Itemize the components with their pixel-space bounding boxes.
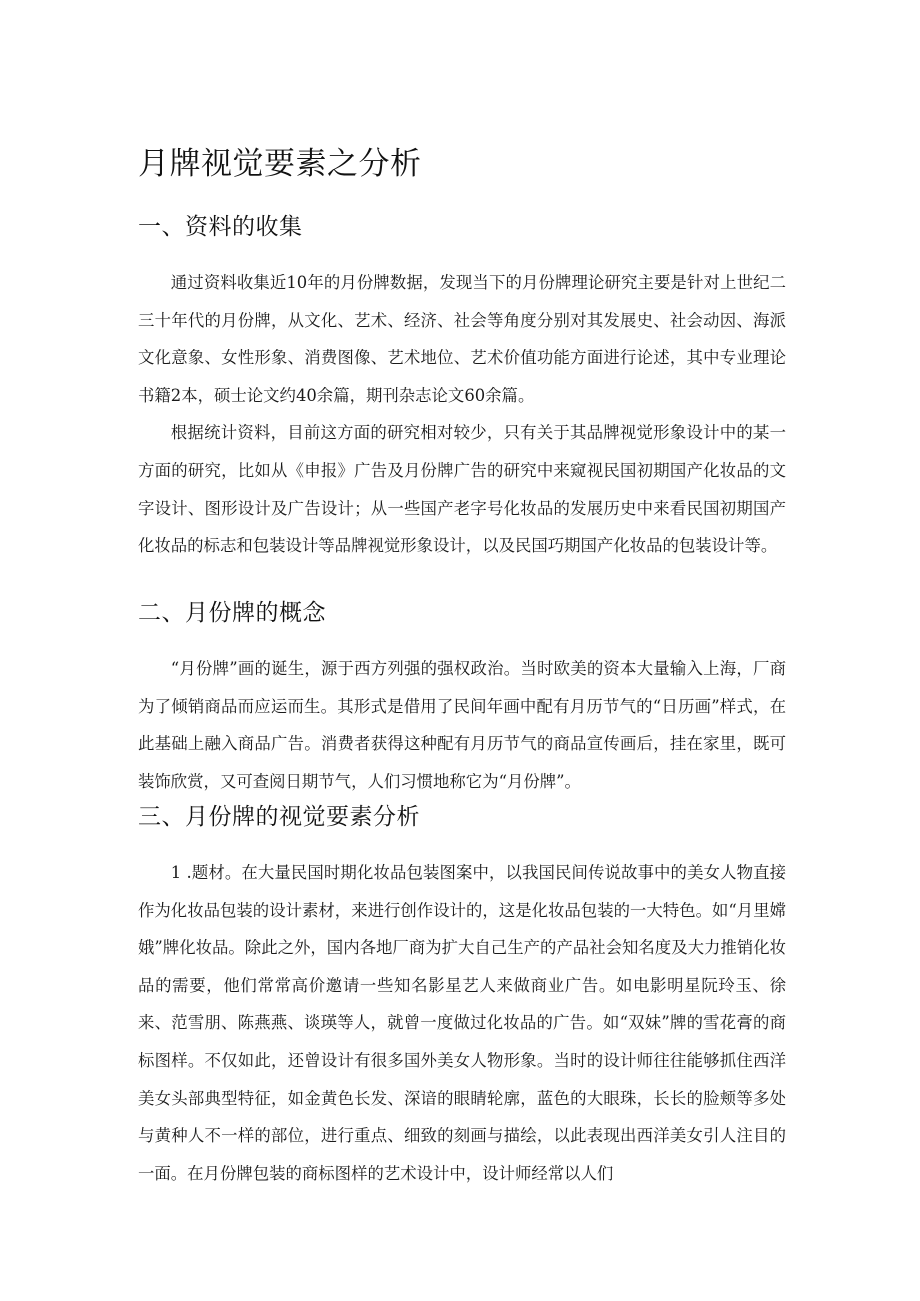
section-visual-elements: [138, 800, 786, 1192]
paragraph: 根据统计资料，目前这方面的研究相对较少，只有关于其品牌视觉形象设计中的某一方面的研究，比如从《申报》广告及月份牌广告的研究中来窥视民国初期国产化妆品的文字设计、图形设计及广告设计；从一些国产老字号化妆品的发展历史中来看民国初期国产化妆品的标志和包装设计等品牌视觉形象设计，以及民国巧期国产化妆品的包装设计等。: [138, 423, 786, 556]
section-heading: 二、月份牌的概念: [138, 600, 326, 626]
document-title: 月牌视觉要素之分析: [138, 146, 422, 182]
paragraph: “月份牌”画的诞生，源于西方列强的强权政治。当时欧美的资本大量输入上海，厂商为了倾销商品而应运而生。其形式是借用了民间年画中配有月历节气的“日历画”样式，在此基础上融入商品广告。消费者获得这种配有月历节气的商品宣传画后，挂在家里，既可装饰欣赏，又可查阅日期节气，人们习惯地称它为“月份牌”。: [138, 659, 786, 791]
section-heading: 一、资料的收集: [138, 214, 303, 240]
paragraph: 1 .题材。在大量民国时期化妆品包装图案中，以我国民间传说故事中的美女人物直接作为化妆品包装的设计素材，来进行创作设计的，这是化妆品包装的一大特色。如“月里嫦娥”牌化妆品。除此之外，国内各地厂商为扩大自己生产的产品社会知名度及大力推销化妆品的需要，他们常常高价邀请一些知名影星艺人来做商业广告。如电影明星阮玲玉、徐来、范雪朋、陈燕燕、谈瑛等人，就曾一度做过化妆品的广告。如“双妹”牌的雪花膏的商标图样。不仅如此，还曾设计有很多国外美女人物形象。当时的设计师往往能够抓住西洋美女头部典型特征，如金黄色长发、深谙的眼睛轮廓，蓝色的大眼珠，长长的脸颊等多处与黄种人不一样的部位，进行重点、细致的刻画与描绘，以此表现出西洋美女引人注目的一面。在月份牌包装的商标图样的艺术设计中，设计师经常以人们: [138, 863, 786, 1183]
section-heading: 三、月份牌的视觉要素分析: [138, 804, 420, 830]
paragraph: 通过资料收集近10年的月份牌数据，发现当下的月份牌理论研究主要是针对上世纪二三十年代的月份牌，从文化、艺术、经济、社会等角度分别对其发展史、社会动因、海派文化意象、女性形象、消费图像、艺术地位、艺术价值功能方面进行论述，其中专业理论书籍2本，硕士论文约40余篇，期刊杂志论文60余篇。: [138, 273, 786, 405]
section-concept: [138, 596, 786, 800]
section-data-collection: [138, 210, 786, 565]
